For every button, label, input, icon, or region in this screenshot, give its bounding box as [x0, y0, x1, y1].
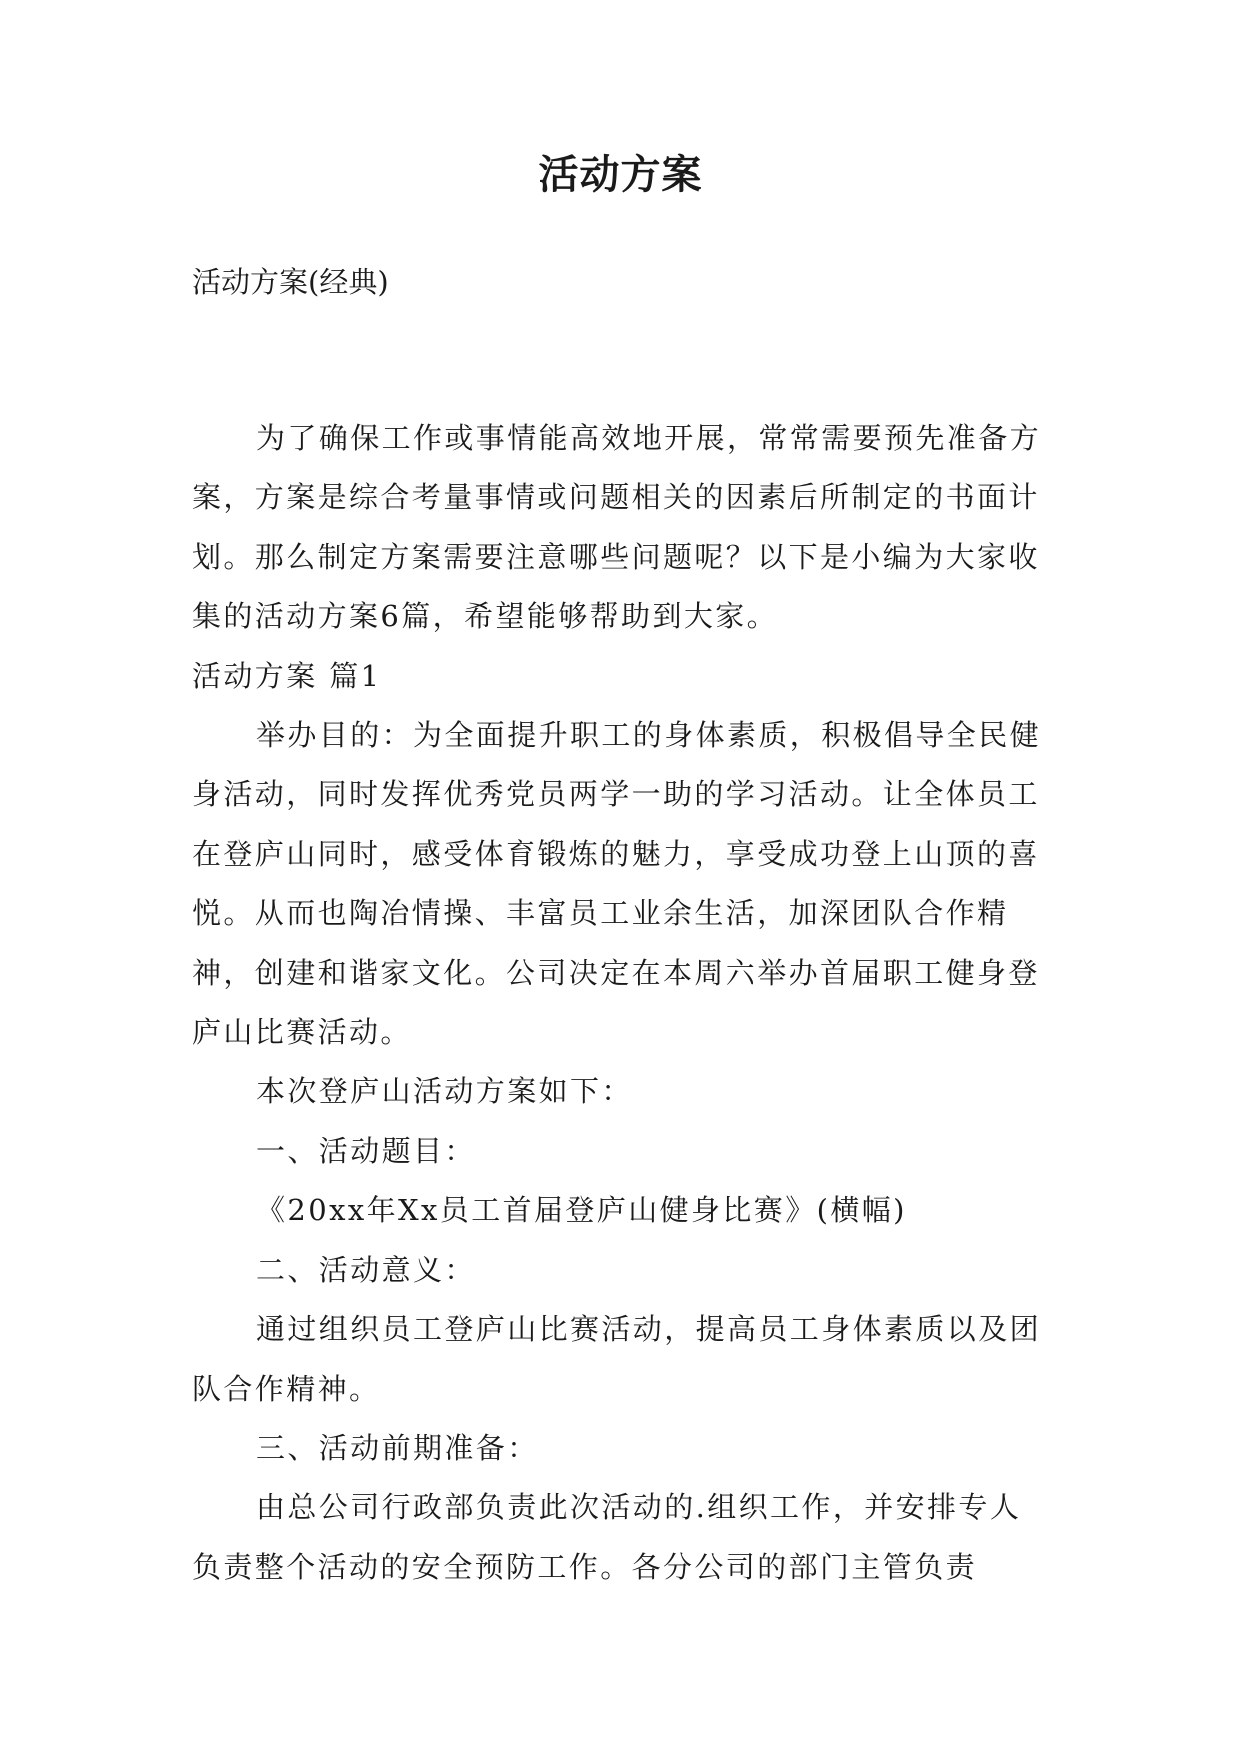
- intro-paragraph: 为了确保工作或事情能高效地开展，常常需要预先准备方案，方案是综合考量事情或问题相关的因素后所制定的书面计划。那么制定方案需要注意哪些问题呢？以下是小编为大家收集的活动方案6篇，希望能够帮助到大家。: [192, 421, 1042, 634]
- list-heading: 一、活动题目：: [256, 1133, 476, 1168]
- list-heading: 三、活动前期准备：: [256, 1430, 539, 1465]
- body-paragraph: 本次登庐山活动方案如下：: [256, 1074, 633, 1109]
- body-paragraph: 举办目的：为全面提升职工的身体素质，积极倡导全民健身活动，同时发挥优秀党员两学一助的学习活动。让全体员工在登庐山同时，感受体育锻炼的魅力，享受成功登上山顶的喜悦。从而也陶冶情操、丰富员工业余生活，加深团队合作精神，创建和谐家文化。公司决定在本周六举办首届职工健身登庐山比赛活动。: [192, 718, 1042, 1050]
- body-paragraph: 《20xx年Xx员工首届登庐山健身比赛》(横幅): [256, 1193, 907, 1228]
- body-paragraph: 通过组织员工登庐山比赛活动，提高员工身体素质以及团队合作精神。: [192, 1312, 1042, 1406]
- document-subtitle: 活动方案(经典): [192, 265, 389, 299]
- document-title: 活动方案: [538, 152, 703, 198]
- section-heading: 活动方案 篇1: [192, 658, 382, 693]
- list-heading: 二、活动意义：: [256, 1252, 476, 1287]
- document-body: [192, 409, 1052, 1597]
- body-paragraph: 由总公司行政部负责此次活动的.组织工作，并安排专人负责整个活动的安全预防工作。各分公司的部门主管负责: [192, 1490, 1022, 1584]
